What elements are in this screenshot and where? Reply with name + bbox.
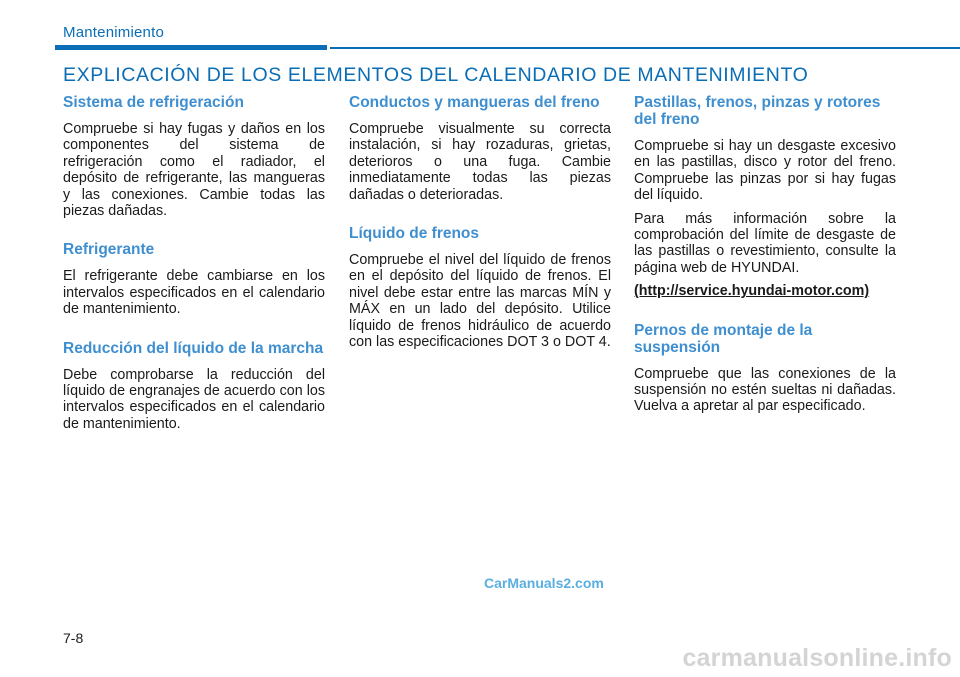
text-brake-pads-2: Para más información sobre la comprobación del límite de desgaste de las pastillas o revestimiento, consulte la página web de HYUNDAI. [634, 210, 896, 276]
heading-brake-fluid: Líquido de frenos [349, 225, 480, 243]
heading-cooling-system: Sistema de refrigeración [63, 94, 244, 111]
text-gear-fluid: Debe comprobarse la reducción del líquido de engranajes de acuerdo con los intervalos especificados en el calendario de mantenimiento. [63, 366, 325, 432]
page-number: 7-8 [63, 630, 84, 646]
header-rule-thick [55, 45, 327, 50]
header-rule-thin [330, 47, 960, 49]
text-cooling-system: Compruebe si hay fugas y daños en los componentes del sistema de refrigeración como el radiador, el depósito de refrigerante, las mangueras y las conexiones. Cambie todas las piezas dañadas. [63, 121, 325, 220]
watermark-carmanualsonline: carmanualsonline.info [682, 644, 952, 672]
text-brake-lines: Compruebe visualmente su correcta instalación, si hay rozaduras, grietas, deterioros o una fuga. Cambie inmediatamente todas las piezas dañadas o deterioradas. [349, 121, 611, 203]
heading-suspension-bolts: Pernos de montaje de la suspensión [634, 321, 813, 356]
heading-coolant: Refrigerante [63, 241, 155, 259]
column-1 [63, 94, 325, 448]
column-3 [634, 94, 896, 431]
text-suspension-bolts: Compruebe que las conexiones de la suspensión no estén sueltas ni dañadas. Vuelva a apretar al par especificado. [634, 365, 896, 415]
text-brake-fluid: Compruebe el nivel del líquido de frenos en el depósito del líquido de frenos. El nivel debe estar entre las marcas MÍN y MÁX en un lado del depósito. Utilice líquido de frenos hidráulico de acuerdo con las especificaciones DOT 3 o DOT 4. [349, 252, 611, 351]
section-label: Mantenimiento [63, 24, 164, 41]
heading-gear-fluid: Reducción del líquido de la marcha [63, 339, 324, 357]
column-2 [349, 94, 611, 366]
heading-brake-pads: Pastillas, frenos, pinzas y rotores del freno [634, 94, 881, 128]
text-brake-pads-1: Compruebe si hay un desgaste excesivo en las pastillas, disco y rotor del freno. Compruebe las pinzas por si hay fugas del líquido. [634, 138, 896, 204]
page-title: EXPLICACIÓN DE LOS ELEMENTOS DEL CALENDARIO DE MANTENIMIENTO [63, 64, 809, 86]
hyundai-service-link[interactable]: (http://service.hyundai-motor.com) [634, 283, 870, 300]
heading-brake-lines: Conductos y mangueras del freno [349, 94, 600, 111]
text-coolant: El refrigerante debe cambiarse en los intervalos especificados en el calendario de mantenimiento. [63, 268, 325, 318]
watermark-carmanuals2: CarManuals2.com [484, 575, 604, 591]
